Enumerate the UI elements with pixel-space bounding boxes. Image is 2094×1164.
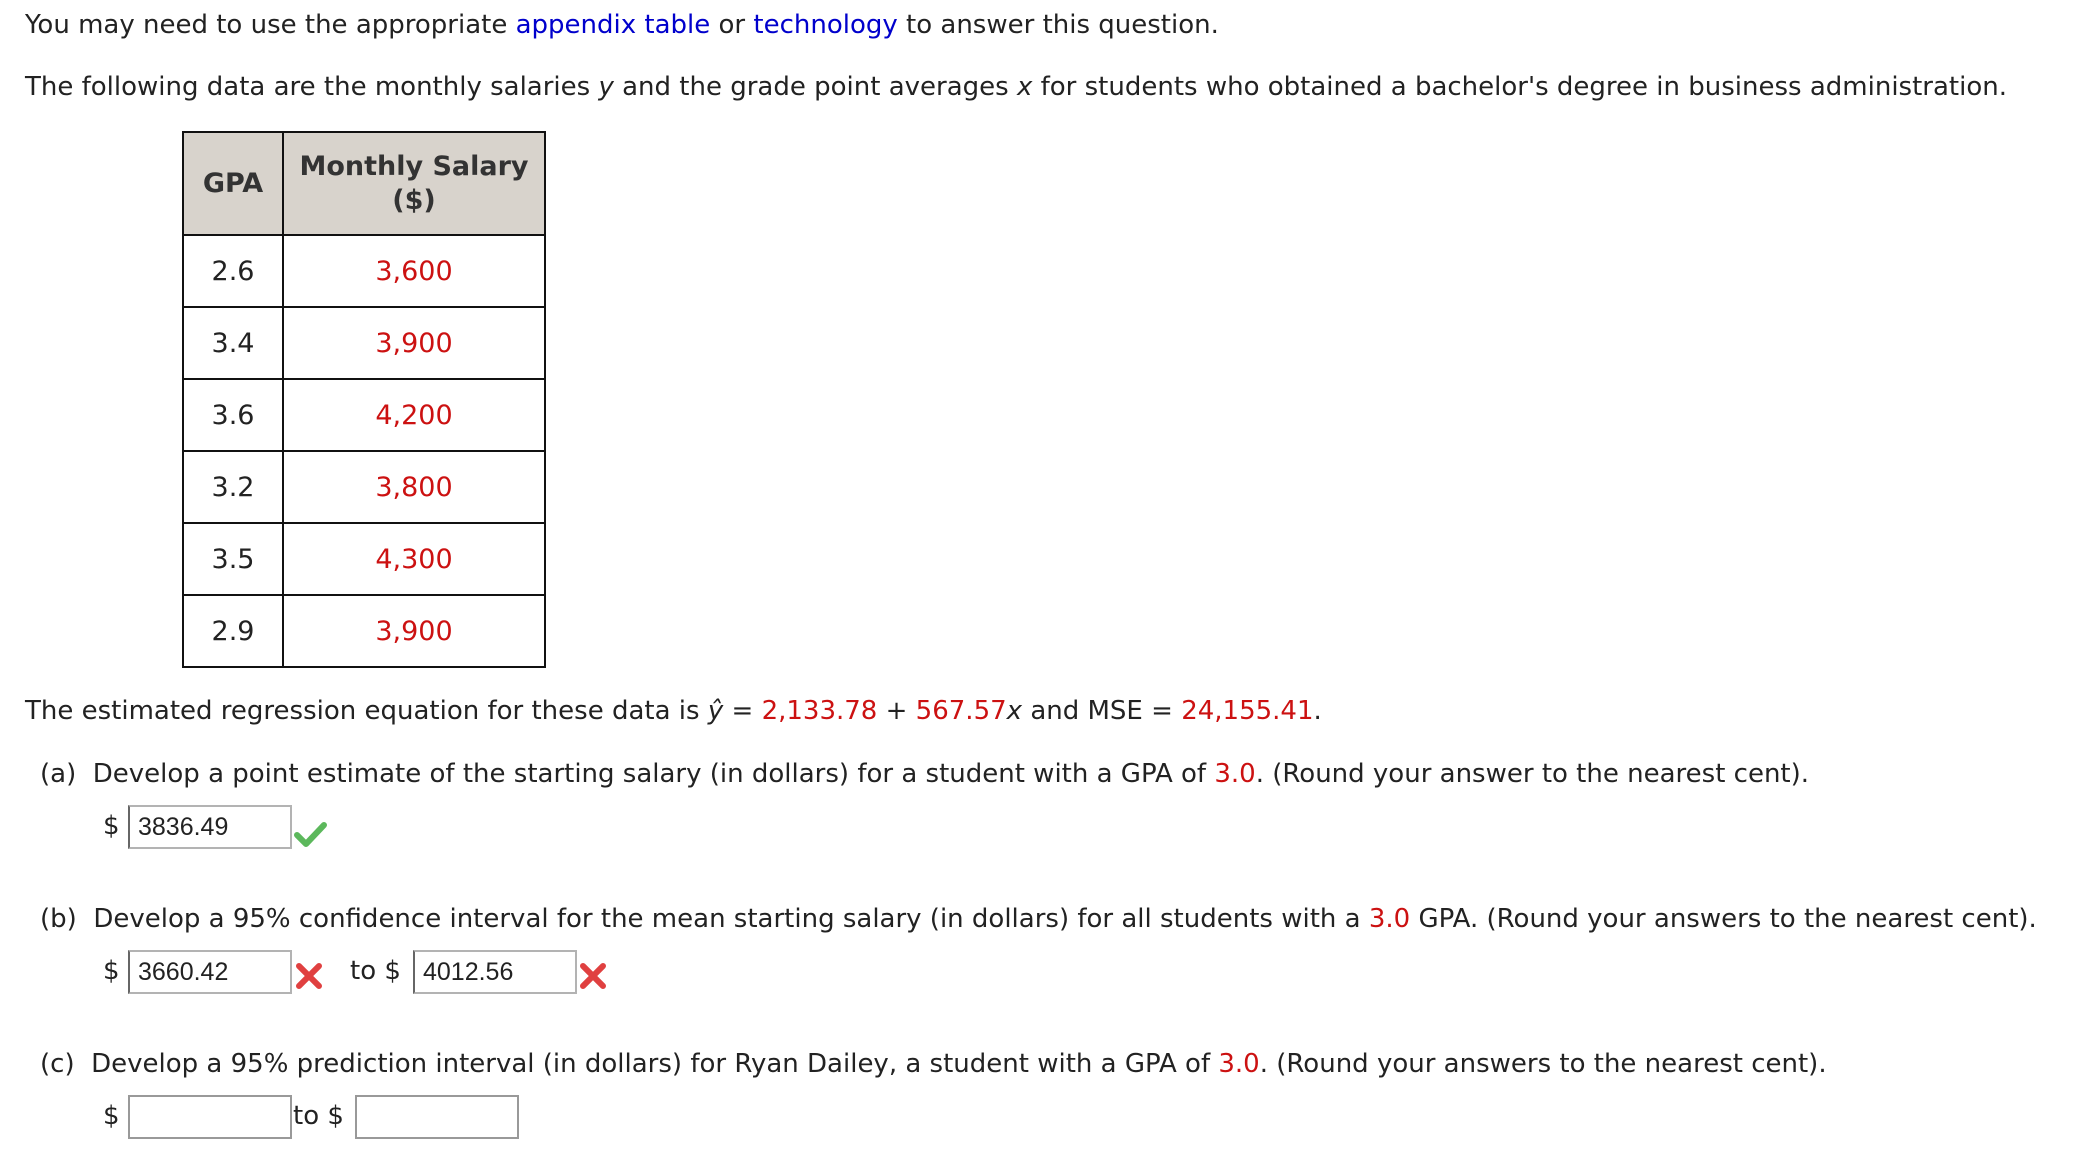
gpa-cell: 2.6	[183, 235, 283, 307]
intro-prefix: You may need to use the appropriate	[25, 10, 508, 40]
x-mark-icon	[576, 959, 610, 993]
intro-line	[25, 9, 1219, 41]
regression-text-1: The estimated regression equation for these data is	[25, 696, 700, 726]
part-a-answer-input[interactable]: 3836.49	[128, 805, 292, 849]
part-c-text-1: Develop a 95% prediction interval (in dollars) for Ryan Dailey, a student with a GPA of	[91, 1049, 1211, 1079]
gpa-cell: 2.9	[183, 595, 283, 667]
header-salary-line1: Monthly Salary	[299, 150, 529, 182]
table-row	[183, 451, 545, 523]
part-c-to-label: to $	[293, 1101, 344, 1131]
equals-sign: =	[731, 696, 754, 726]
intro-middle: or	[718, 10, 746, 40]
part-c-text-2: . (Round your answers to the nearest cent).	[1259, 1049, 1827, 1079]
part-b-question	[40, 903, 2037, 935]
problem-text-2: and the grade point averages	[622, 72, 1009, 102]
mse-value: 24,155.41	[1181, 696, 1314, 726]
part-c-lower-input[interactable]	[128, 1095, 292, 1139]
intro-suffix: to answer this question.	[906, 10, 1219, 40]
technology-link[interactable]: technology	[753, 10, 898, 40]
salary-cell: 3,600	[283, 235, 545, 307]
table-row	[183, 379, 545, 451]
part-b-upper-input[interactable]: 4012.56	[413, 950, 577, 994]
header-salary-line2: ($)	[392, 184, 436, 216]
appendix-table-link[interactable]: appendix table	[515, 10, 711, 40]
part-a-gpa: 3.0	[1214, 759, 1256, 789]
regression-period: .	[1313, 696, 1322, 726]
regression-statement	[25, 695, 1322, 727]
problem-text-3: for students who obtained a bachelor's degree in business administration.	[1040, 72, 2007, 102]
part-c-question	[40, 1048, 1827, 1080]
x-mark-icon	[292, 959, 326, 993]
header-monthly-salary	[283, 132, 545, 235]
part-b-dollar-sign: $	[103, 956, 120, 986]
gpa-cell: 3.6	[183, 379, 283, 451]
part-a-question	[40, 758, 1809, 790]
part-b-text-2: GPA. (Round your answers to the nearest cent).	[1418, 904, 2037, 934]
salary-cell: 3,800	[283, 451, 545, 523]
y-hat: ŷ	[707, 696, 724, 726]
salary-cell: 3,900	[283, 307, 545, 379]
part-b-text-1: Develop a 95% confidence interval for the mean starting salary (in dollars) for all students with a	[93, 904, 1361, 934]
table-header-row	[183, 132, 545, 235]
part-b-label: (b)	[40, 904, 77, 934]
gpa-cell: 3.2	[183, 451, 283, 523]
table-row	[183, 235, 545, 307]
part-a-text-1: Develop a point estimate of the starting salary (in dollars) for a student with a GPA of	[92, 759, 1207, 789]
part-c-label: (c)	[40, 1049, 75, 1079]
regression-text-2: and MSE	[1030, 696, 1143, 726]
salary-cell: 4,300	[283, 523, 545, 595]
part-c-gpa: 3.0	[1218, 1049, 1260, 1079]
plus-sign: +	[885, 696, 908, 726]
problem-statement	[25, 71, 2007, 103]
salary-cell: 3,900	[283, 595, 545, 667]
problem-text-1: The following data are the monthly salaries	[25, 72, 591, 102]
intercept-value: 2,133.78	[761, 696, 878, 726]
part-a-text-2: . (Round your answer to the nearest cent).	[1255, 759, 1810, 789]
slope-value: 567.57	[915, 696, 1007, 726]
equals-sign-2: =	[1151, 696, 1173, 726]
part-c-upper-input[interactable]	[355, 1095, 519, 1139]
table-row	[183, 307, 545, 379]
var-x: x	[1016, 72, 1033, 102]
var-x-regression: x	[1006, 696, 1023, 726]
salary-cell: 4,200	[283, 379, 545, 451]
part-c-dollar-sign: $	[103, 1101, 120, 1131]
var-y: y	[598, 72, 614, 102]
header-gpa: GPA	[183, 132, 283, 235]
part-b-lower-input[interactable]: 3660.42	[128, 950, 292, 994]
table-row	[183, 595, 545, 667]
gpa-cell: 3.5	[183, 523, 283, 595]
check-icon	[293, 817, 327, 851]
table-row	[183, 523, 545, 595]
part-b-to-label: to $	[350, 956, 401, 986]
part-b-gpa: 3.0	[1368, 904, 1411, 934]
part-a-label: (a)	[40, 759, 77, 789]
gpa-cell: 3.4	[183, 307, 283, 379]
data-table	[182, 131, 546, 668]
part-a-dollar-sign: $	[103, 811, 120, 841]
